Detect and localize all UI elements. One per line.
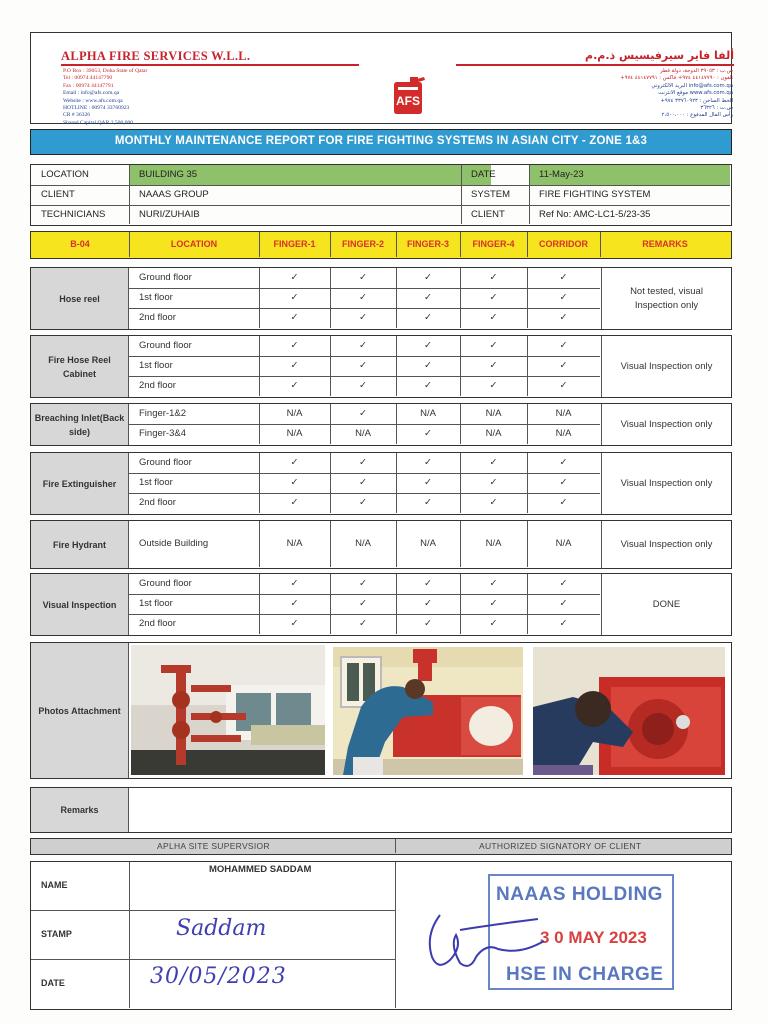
section-remark: Visual Inspection only [601,521,731,568]
company-line: CR # 36326 [63,112,91,119]
divider [395,839,396,853]
check-mark-icon: ✓ [559,477,568,488]
divider [129,862,130,1008]
check-mark-icon: ✓ [424,312,432,323]
divider [31,185,730,186]
check-mark-icon: ✓ [489,598,498,609]
system-label: SYSTEM [471,189,511,200]
row-location: Ground floor [139,457,192,468]
row-location: 1st floor [139,598,173,609]
check-mark-icon: ✓ [424,428,432,439]
not-applicable-mark: N/A [485,428,502,439]
company-name-arabic-rule [456,64,734,66]
check-mark-icon: ✓ [559,618,568,629]
grid-header-finger-1: FINGER-1 [273,239,316,249]
check-mark-icon: ✓ [559,497,568,508]
section-remark: Visual Inspection only [601,336,731,397]
check-mark-icon: ✓ [424,340,432,351]
company-line-arabic: تلفون : ٤٤١٤٧٧٩٠ ٩٧٤+ فاكس : ٤٤١٤٧٧٩١ ٩٧٤+ [620,75,733,82]
report-title: MONTHLY MAINTENANCE REPORT FOR FIRE FIGHTING SYSTEMS IN ASIAN CITY - ZONE 1&3 [30,129,732,155]
divider [461,165,462,224]
check-mark-icon: ✓ [489,380,498,391]
not-applicable-mark: N/A [355,538,371,549]
check-mark-icon: ✓ [424,598,432,609]
divider [460,232,461,257]
company-line: Email : info@afs.com.qa [63,90,120,97]
check-mark-icon: ✓ [424,272,432,283]
grid-header-corridor: CORRIDOR [539,239,588,249]
check-mark-icon: ✓ [359,408,367,419]
check-mark-icon: ✓ [424,360,432,371]
stamp-line-3: HSE IN CHARGE [506,964,664,985]
logo-text: AFS [396,94,420,108]
row-location: 2nd floor [139,312,176,323]
company-line-arabic: الخط الساخن : ٣٣٧٦٠٩٢٣ ٩٧٤+ [660,97,733,104]
not-applicable-mark: N/A [286,408,303,419]
photo-valve-assembly [131,645,325,775]
client-value: NAAAS GROUP [139,189,209,200]
company-line: Fax : 00974 44147791 [63,82,114,89]
divider [529,165,530,224]
supervisor-name: MOHAMMED SADDAM [209,864,312,875]
check-mark-icon: ✓ [290,497,299,508]
grid-header-location: LOCATION [170,239,218,249]
check-mark-icon: ✓ [489,618,498,629]
divider [31,205,730,206]
letterhead [30,32,732,124]
not-applicable-mark: N/A [420,538,436,549]
check-mark-icon: ✓ [290,312,299,323]
section-visual-inspection [30,573,732,636]
check-mark-icon: ✓ [359,477,367,488]
section-label: Fire Hydrant [31,521,129,568]
check-mark-icon: ✓ [359,497,367,508]
divider [129,165,130,224]
divider [31,959,395,960]
date-label: DATE [41,978,65,988]
check-mark-icon: ✓ [559,457,568,468]
company-line: Website : www.afs.com.qa [63,97,123,104]
section-label: Fire Hose Reel Cabinet [31,336,129,397]
check-mark-icon: ✓ [290,292,299,303]
not-applicable-mark: N/A [485,538,502,549]
not-applicable-mark: N/A [355,428,371,439]
check-mark-icon: ✓ [559,578,568,589]
divider [600,232,601,257]
check-mark-icon: ✓ [424,457,432,468]
divider [31,910,395,911]
location-value: BUILDING 35 [129,165,491,185]
check-mark-icon: ✓ [290,477,299,488]
system-value: FIRE FIGHTING SYSTEM [539,189,651,200]
remarks-label: Remarks [31,788,129,832]
info-table [30,164,732,226]
date-value: 11-May-23 [529,165,730,185]
company-line-arabic: س.ت : ٣٦٣٢٦ [700,105,733,112]
afs-logo-icon [388,75,428,115]
divider [395,862,396,1008]
check-mark-icon: ✓ [290,578,299,589]
company-details [63,68,147,127]
technicians-label: TECHNICIANS [41,209,106,220]
check-mark-icon: ✓ [290,360,299,371]
check-mark-icon: ✓ [559,380,568,391]
section-fire-hose-reel-cabinet [30,335,732,398]
company-line-arabic: www.afs.com.qa موقع الانترنت [658,90,733,97]
section-remark: Visual Inspection only [601,453,731,514]
section-label: Hose reel [31,268,129,329]
row-location: Finger-3&4 [139,428,186,439]
company-name-rule [61,64,359,66]
section-label: Visual Inspection [31,574,129,635]
check-mark-icon: ✓ [424,292,432,303]
section-breaching-inlet-back-side- [30,403,732,446]
stamp-line-1: NAAAS HOLDING [496,884,663,905]
not-applicable-mark: N/A [420,408,436,419]
check-mark-icon: ✓ [424,497,432,508]
check-mark-icon: ✓ [359,292,367,303]
check-mark-icon: ✓ [424,477,432,488]
company-line-arabic: info@afs.com.qa البريد الالكتروني [651,82,733,89]
check-mark-icon: ✓ [359,312,367,323]
client-label: CLIENT [41,189,75,200]
row-location: 2nd floor [139,497,176,508]
check-mark-icon: ✓ [424,380,432,391]
company-line-arabic: ص.ب : ٣٩٠٥٣ الدوحة، دولة قطر [660,68,733,74]
check-mark-icon: ✓ [424,578,432,589]
not-applicable-mark: N/A [485,408,502,419]
check-mark-icon: ✓ [559,292,568,303]
check-mark-icon: ✓ [290,618,299,629]
check-mark-icon: ✓ [359,340,367,351]
section-hose-reel [30,267,732,330]
check-mark-icon: ✓ [359,578,367,589]
row-location: 1st floor [139,360,173,371]
company-name: ALPHA FIRE SERVICES W.L.L. [61,49,251,63]
not-applicable-mark: N/A [286,428,303,439]
row-location: 2nd floor [139,380,176,391]
check-mark-icon: ✓ [424,618,432,629]
check-mark-icon: ✓ [290,380,299,391]
check-mark-icon: ✓ [489,578,498,589]
client-ref-value: Ref No: AMC-LC1-5/23-35 [539,209,651,220]
client-signature-scribble [420,905,550,975]
section-fire-extinguisher [30,452,732,515]
section-remark: DONE [601,574,731,635]
check-mark-icon: ✓ [489,477,498,488]
check-mark-icon: ✓ [489,292,498,303]
grid-header-finger-2: FINGER-2 [341,239,384,249]
row-location: Ground floor [139,272,192,283]
check-mark-icon: ✓ [359,457,367,468]
divider [396,232,397,257]
supervisor-signature: Saddam [176,916,267,941]
company-line-arabic: رأس المال المدفوع : ٢،٥٠٠،٠٠٠ [661,112,733,119]
check-mark-icon: ✓ [559,360,568,371]
check-mark-icon: ✓ [359,360,367,371]
divider [330,232,331,257]
not-applicable-mark: N/A [555,408,572,419]
check-mark-icon: ✓ [489,340,498,351]
row-location: Finger-1&2 [139,408,186,419]
divider [129,232,130,257]
check-mark-icon: ✓ [359,380,367,391]
section-remark: Visual Inspection only [601,404,731,445]
client-signatory-header: AUTHORIZED SIGNATORY OF CLIENT [479,841,642,851]
technicians-value: NURI/ZUHAIB [139,209,200,220]
row-location: 1st floor [139,292,173,303]
row-location: Ground floor [139,340,192,351]
check-mark-icon: ✓ [559,272,568,283]
divider [259,232,260,257]
company-details-arabic [511,68,733,120]
name-label: NAME [41,880,68,890]
row-location: 2nd floor [139,618,176,629]
section-fire-hydrant [30,520,732,569]
signature-header-bar [30,838,732,855]
photo-cabinet-inspection [533,647,725,775]
check-mark-icon: ✓ [359,618,367,629]
company-line: P.O Box : 39053, Doha State of Qatar [63,68,148,74]
stamp-date: 3 0 MAY 2023 [540,928,647,947]
section-remark: Not tested, visual Inspection only [601,268,731,329]
handwritten-date: 30/05/2023 [150,964,287,989]
grid-header-finger-3: FINGER-3 [406,239,449,249]
company-line: Tel : 00974 44147790 [63,75,113,82]
not-applicable-mark: N/A [555,538,572,549]
check-mark-icon: ✓ [359,598,367,609]
check-mark-icon: ✓ [489,360,498,371]
section-label: Fire Extinguisher [31,453,129,514]
check-mark-icon: ✓ [290,272,299,283]
date-label: DATE [471,169,496,180]
site-supervisor-header: APLHA SITE SUPERVSIOR [157,841,270,851]
photos-section [30,642,732,779]
company-line: HOTLINE : 00974 33760923 [63,105,130,112]
not-applicable-mark: N/A [286,538,303,549]
divider [527,232,528,257]
photos-label: Photos Attachment [31,643,129,778]
check-mark-icon: ✓ [489,497,498,508]
stamp-label: STAMP [41,929,72,939]
check-mark-icon: ✓ [290,598,299,609]
check-mark-icon: ✓ [489,457,498,468]
check-mark-icon: ✓ [290,457,299,468]
grid-header-remarks: REMARKS [642,239,688,249]
location-label: LOCATION [41,169,89,180]
section-label: Breaching Inlet(Back side) [31,404,129,445]
check-mark-icon: ✓ [559,340,568,351]
grid-header-block: B-04 [70,239,90,249]
check-mark-icon: ✓ [489,272,498,283]
check-mark-icon: ✓ [359,272,367,283]
client-ref-label: CLIENT [471,209,505,220]
company-line: Shared Capital QAR 2,500,000 [63,119,134,126]
row-location: Outside Building [139,538,209,549]
grid-header [30,231,732,259]
company-name-arabic: ألفا فاير سيرفيسيس ذ.م.م [585,49,734,62]
photo-hose-reel-cabinet [333,647,523,775]
row-location: Ground floor [139,578,192,589]
check-mark-icon: ✓ [489,312,498,323]
check-mark-icon: ✓ [559,312,568,323]
not-applicable-mark: N/A [555,428,572,439]
row-location: 1st floor [139,477,173,488]
remarks-section [30,787,732,833]
grid-header-finger-4: FINGER-4 [472,239,515,249]
check-mark-icon: ✓ [290,340,299,351]
check-mark-icon: ✓ [559,598,568,609]
